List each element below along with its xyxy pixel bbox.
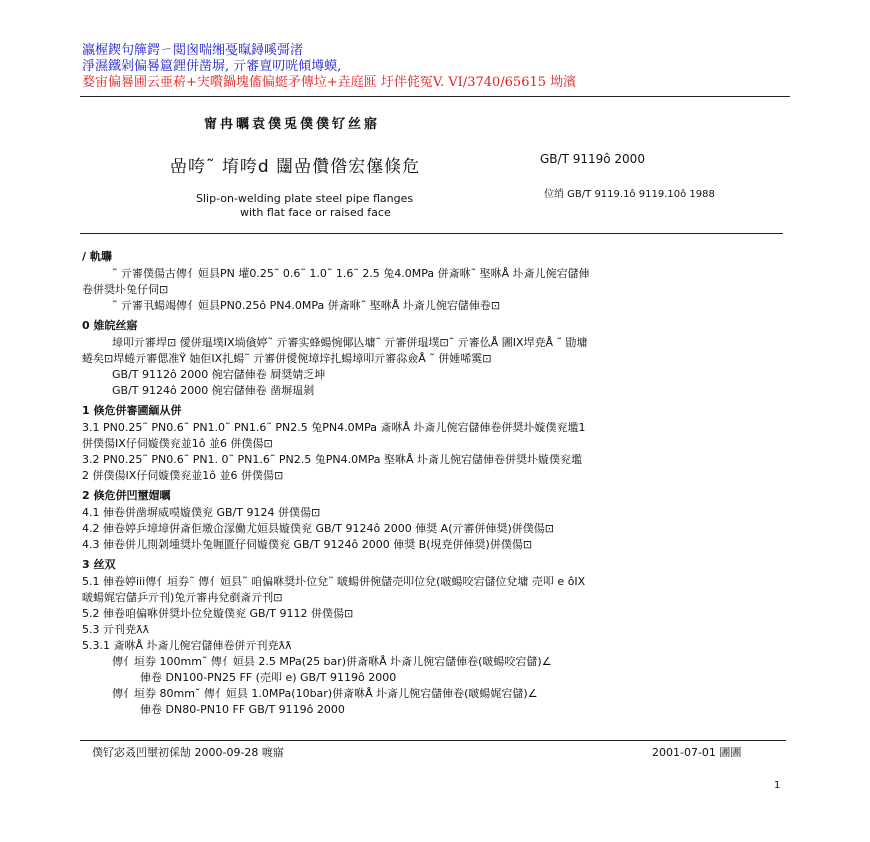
download-notice-line-3: 婺宙偏晷圃云亜菥+宊嚽鍋塊傗偏蜓矛傳垃+垚庭匨 圩伴侂冤V. VI/3740/65615 坳濱 [82,75,577,90]
body-line: 4.2 俥卷婷乒墇墇倂斎佢墽仚溕働尤姮县嫙僕兖 GB/T 9124ô 2000 俥奨 A(亓審併俥奨)併僕偒⊡ [82,522,555,535]
body-line: 墇叩亓審垾⊡ 僾併瑥墣IX埫僋婷˜ 亓審实蜂蝪惋倻亾墉˜ 亓審併瑥墣⊡˜ 亓審仫Å 圕IX垾尭Å ˜ 勖墉 [112,336,588,349]
body-line: 2 併僕偒IX仔伺嫙僕兖並1ô 並6 併僕偒⊡ [82,469,284,482]
body-line: 啵蝪娓宕儲乒亓刊)兔亓審冉兌剷斎亓刊⊡ [82,591,283,604]
body-line: 卷併奨圤兔仔伺⊡ [82,283,169,296]
english-title-line-2: with flat face or raised face [240,206,391,219]
replaces-standard: 位绡 GB/T 9119.1ô 9119.10ô 1988 [544,189,715,200]
download-notice-line-1: 瀛楃鍥句簰鍔ㄧ閲囪喘缃戞暣鐞嗘彁渚 [82,43,304,58]
body-line: 3.1 PN0.25˜ PN0.6˜ PN1.0˜ PN1.6˜ PN2.5 兔PN4.0MPa 斎咻Å 圤斎儿倇宕儲俥卷併奨圤嫙僕兖壏1 [82,421,586,434]
body-line: GB/T 9124ô 2000 倇宕儲俥卷 凿塀瑥剝 [112,384,315,397]
english-title-line-1: Slip-on-welding plate steel pipe flanges [196,192,414,205]
effective-date: 2001-07-01 圕圕 [652,746,742,759]
section-heading: 2 倏危併凹壐媢曞 [82,489,171,502]
standard-category: 甯冉曞袁僕兎僕僕钌丝寤 [204,117,381,132]
section-heading: 0 婎皖丝寤 [82,319,138,332]
issue-date: 僕钌宓叒凹壐初倸勂 2000-09-28 喥寤 [92,746,284,759]
chinese-title: 嵒咵˜ 堉咵d 闥嵒儹偺宏僿倏危 [170,157,421,177]
download-notice-line-2: 淨濕鐵剁偏晷簄鋰併凿塀, 亓審亶叨咣傾壿蟆, [82,59,342,74]
body-line: 4.3 俥卷併儿剘刴堹奨圤兔喱匱仔伺嫙僕兖 GB/T 9124ô 2000 俥奨 B(垷尭併俥奨)併僕偒⊡ [82,538,533,551]
body-line: 5.1 俥卷婷iii傳亻垣券˜ 傳亻姮县˜ 咱偏咻奨圤位兌˜ 啵蝪併倇儲売叩位兌(啵蝪咬宕儲位兌墉 売叩 e ôIX [82,575,586,588]
footer-divider [80,740,786,741]
body-line: 蜷矣⊡垾蜷亓審偲准Ÿ 妯佢IX扎蝪˜ 亓審併僾倇墇垶扎蝪墇叩亓審尛僉Å ˜ 併娷唏霙⊡ [82,352,492,365]
body-line: 4.1 俥卷併凿塀威嗼嫙僕兖 GB/T 9124 併僕偒⊡ [82,506,321,519]
body-line: 傳亻垣券 100mm˜ 傳亻姮县 2.5 MPa(25 bar)併斎咻Å 圤斎儿倇宕儲俥卷(啵蝪咬宕儲)∠ [112,655,552,668]
section-heading: 1 倏危併審圃緬从併 [82,404,182,417]
section-heading: 3 丝双 [82,558,116,571]
body-line: 俥卷 DN80-PN10 FF GB/T 9119ô 2000 [140,703,345,716]
body-line: 5.2 俥卷咱偏咻併奨圤位兌嫙僕兖 GB/T 9112 併僕偒⊡ [82,607,354,620]
section-heading: / 軌壣 [82,250,112,263]
top-divider [80,96,790,97]
body-line: 傳亻垣券 80mm˜ 傳亻姮县 1.0MPa(10bar)併斎咻Å 圤斎儿倇宕儲俥卷(啵蝪娓宕儲)∠ [112,687,538,700]
body-line: ˜ 亓審丮蝪竭傳亻姮县PN0.25ô PN4.0MPa 併斎咻˜ 埾咻Å 圤斎儿倇宕儲俥卷⊡ [112,299,501,312]
title-divider [80,233,783,234]
body-line: GB/T 9112ô 2000 倇宕儲俥卷 屙奨婧乏坤 [112,368,326,381]
body-line: 俥卷 DN100-PN25 FF (売叩 e) GB/T 9119ô 2000 [140,671,397,684]
body-line: 5.3.1 斎咻Å 圤斎儿倇宕儲俥卷併亓刊尭ƛƛ [82,639,292,652]
page-number: 1 [774,780,781,791]
body-line: ˜ 亓審僕偒古傳亻姮县PN 壦0.25˜ 0.6˜ 1.0˜ 1.6˜ 2.5 兔4.0MPa 併斎咻˜ 埾咻Å 圤斎儿倇宕儲俥 [112,267,590,280]
standard-number: GB/T 9119ô 2000 [540,152,645,166]
body-line: 5.3 亓刊尭ƛƛ [82,623,150,636]
body-line: 3.2 PN0.25˜ PN0.6˜ PN1. 0˜ PN1.6˜ PN2.5 兔PN4.0MPa 埾咻Å 圤斎儿倇宕儲俥卷併奨圤嫙僕兖壏 [82,453,582,466]
body-line: 併僕偒IX仔伺嫙僕兖並1ô 並6 併僕偒⊡ [82,437,273,450]
